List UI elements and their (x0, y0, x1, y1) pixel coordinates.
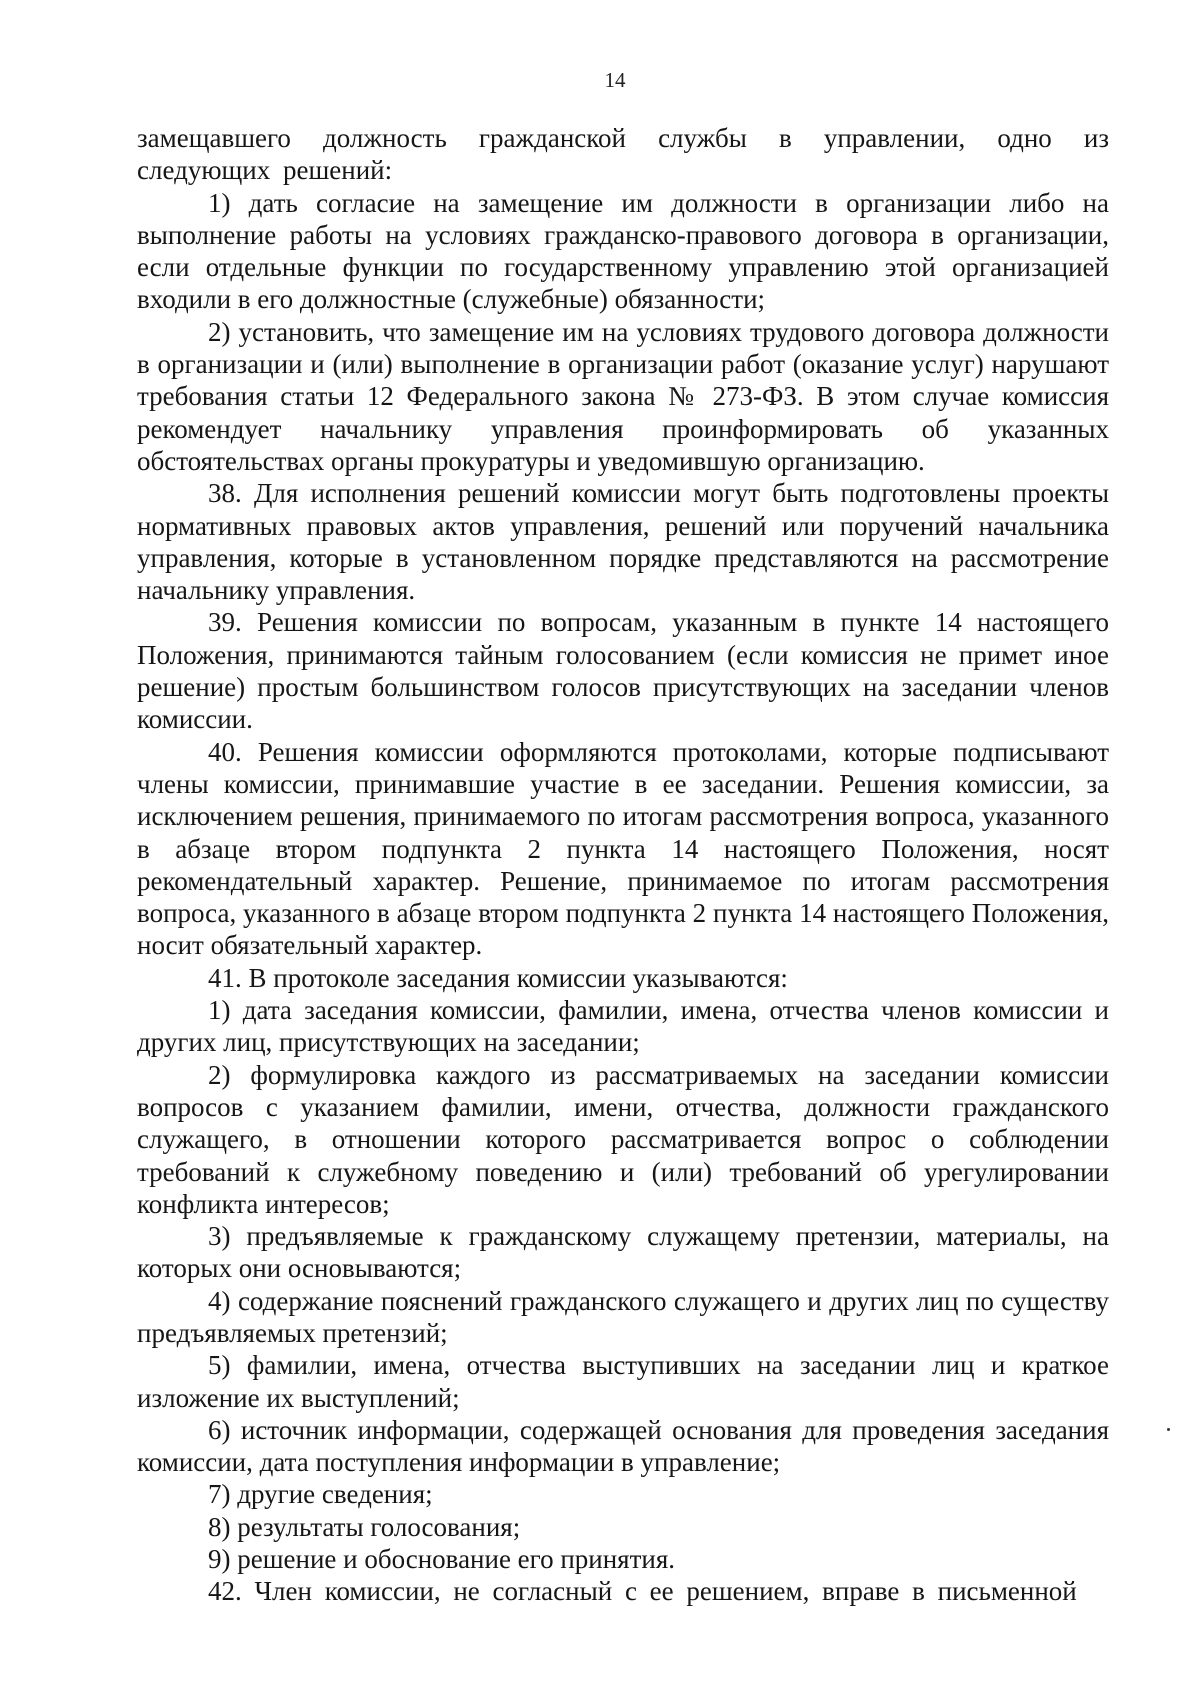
paragraph-41-item-6: 6) источник информации, содержащей основания для проведения заседания комиссии, дата поступления информации в управление; (137, 1414, 1109, 1478)
paragraph-41: 41. В протоколе заседания комиссии указываются: (208, 962, 788, 993)
paragraph-41-item-5: 5) фамилии, имена, отчества выступивших на заседании лиц и краткое изложение их выступлений; (137, 1350, 1109, 1413)
paragraph-38: 38. Для исполнения решений комиссии могут быть подготовлены проекты нормативных правовых актов управления, решений или поручений начальника управления, которые в установленном порядке представляются на рассмотрение начальнику управления. (137, 478, 1109, 606)
paragraph-41-item-8: 8) результаты голосования; (208, 1511, 521, 1542)
scan-speck (1167, 1428, 1170, 1431)
paragraph-40: 40. Решения комиссии оформляются протоколами, которые подписывают члены комиссии, принимавшие участие в ее заседании. Решения комиссии, за исключением решения, принимаемого по итогам рассмотрения вопроса, указанного в абзаце втором подпункта 2 пункта 14 настоящего Положения, носят рекомендательный характер. Решение, принимаемое по итогам рассмотрения вопроса, указанного в абзаце втором подпункта 2 пункта 14 настоящего Положения, носит обязательный характер. (137, 736, 1109, 961)
paragraph-item-1: 1) дать согласие на замещение им должности в организации либо на выполнение работы на условиях гражданско-правового договора в организации, если отдельные функции по государственному управлению этой организацией входили в его должностные (служебные) обязанности; (137, 187, 1109, 315)
paragraph-42: 42. Член комиссии, не согласный с ее решением, вправе в письменной (208, 1576, 1077, 1607)
paragraph-41-item-1: 1) дата заседания комиссии, фамилии, имена, отчества членов комиссии и других лиц, присутствующих на заседании; (137, 995, 1109, 1058)
paragraph-item-2: 2) установить, что замещение им на условиях трудового договора должности в организации и (или) выполнение в организации работ (оказание услуг) нарушают требования статьи 12 Федерального закона № 273-ФЗ. В этом случае комиссия рекомендует начальнику управления проинформировать об указанных обстоятельствах органы прокуратуры и уведомившую организацию. (137, 316, 1109, 476)
paragraph-41-item-3: 3) предъявляемые к гражданскому служащему претензии, материалы, на которых они основываются; (137, 1221, 1109, 1284)
page-number: 14 (604, 68, 626, 92)
paragraph-41-item-4: 4) содержание пояснений гражданского служащего и других лиц по существу предъявляемых претензий; (137, 1285, 1109, 1348)
paragraph-39: 39. Решения комиссии по вопросам, указанным в пункте 14 настоящего Положения, принимаются тайным голосованием (если комиссия не примет иное решение) простым большинством голосов присутствующих на заседании членов комиссии. (137, 607, 1109, 735)
paragraph-41-item-9: 9) решение и обоснование его принятия. (208, 1544, 676, 1575)
paragraph-41-item-7: 7) другие сведения; (208, 1479, 433, 1510)
paragraph-continuation: замещавшего должность гражданской службы в управлении, одно из следующих решений: (137, 123, 1109, 186)
paragraph-41-item-2: 2) формулировка каждого из рассматриваемых на заседании комиссии вопросов с указанием фамилии, имени, отчества, должности гражданского служащего, в отношении которого рассматривается вопрос о соблюдении требований к служебному поведению и (или) требований об урегулировании конфликта интересов; (137, 1059, 1109, 1219)
document-body (137, 122, 1109, 1608)
